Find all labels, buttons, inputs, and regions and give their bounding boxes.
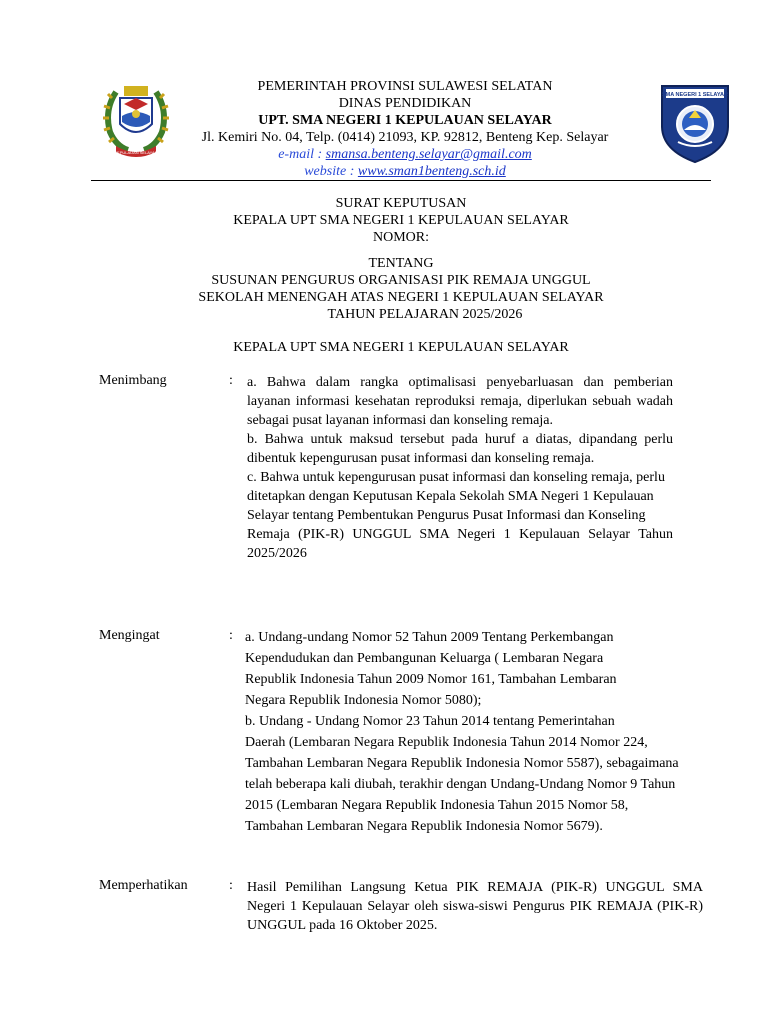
menimbang-point-a: a. Bahwa dalam rangka optimalisasi penyebarluasan dan pemberian layanan informasi kesehatan reproduksi remaja, diperlukan sebuah wadah sebagai pusat layanan informasi dan konseling remaja.: [247, 375, 673, 428]
website-link[interactable]: www.sman1benteng.sch.id: [357, 164, 506, 179]
decree-issuer: KEPALA UPT SMA NEGERI 1 KEPULAUAN SELAYAR: [233, 213, 569, 228]
mengingat-line-6: Daerah (Lembaran Negara Republik Indonesia Tahun 2014 Nomor 224,: [245, 735, 648, 750]
memperhatikan-label: Memperhatikan: [99, 878, 188, 893]
mengingat-line-10: Tambahan Lembaran Negara Republik Indonesia Nomor 5679).: [245, 819, 603, 834]
mengingat-line-4: Negara Republik Indonesia Nomor 5080);: [245, 693, 482, 708]
mengingat-line-8: telah beberapa kali diubah, terakhir dengan Undang-Undang Nomor 9 Tahun: [245, 777, 676, 792]
memperhatikan-text: Hasil Pemilihan Langsung Ketua PIK REMAJA (PIK-R) UNGGUL SMA Negeri 1 Kepulauan Selayar oleh siswa-siswi Pengurus PIK REMAJA (PIK-R) UNGGUL pada 16 Oktober 2025.: [247, 880, 703, 933]
mengingat-colon: :: [229, 628, 233, 643]
decree-authority: [91, 339, 711, 356]
letterhead-address: Jl. Kemiri No. 04, Telp. (0414) 21093, KP. 92812, Benteng Kep. Selayar: [201, 130, 609, 145]
website-label: website :: [304, 164, 358, 179]
mengingat-line-3: Republik Indonesia Tahun 2009 Nomor 161, Tambahan Lembaran: [245, 672, 617, 687]
letterhead-divider: [91, 180, 711, 181]
mengingat-line-1: a. Undang-undang Nomor 52 Tahun 2009 Tentang Perkembangan: [245, 630, 614, 645]
authority-title: KEPALA UPT SMA NEGERI 1 KEPULAUAN SELAYAR: [233, 340, 569, 355]
menimbang-point-c-line-2: ditetapkan dengan Keputusan Kepala Sekolah SMA Negeri 1 Kepulauan: [247, 489, 654, 504]
letterhead-office: DINAS PENDIDIKAN: [338, 96, 472, 111]
menimbang-point-b: b. Bahwa untuk maksud tersebut pada huruf a diatas, dipandang perlu dibentuk kepengurusan pusat informasi dan konseling remaja.: [247, 432, 673, 466]
mengingat-body: [245, 628, 703, 838]
subject-line-1: SUSUNAN PENGURUS ORGANISASI PIK REMAJA UNGGUL: [211, 273, 591, 288]
mengingat-line-2: Kependudukan dan Pembangunan Keluarga ( Lembaran Negara: [245, 651, 604, 666]
subject-label: TENTANG: [368, 256, 434, 271]
memperhatikan-colon: :: [229, 878, 233, 893]
menimbang-point-c-line-4: Remaja (PIK-R) UNGGUL SMA Negeri 1 Kepulauan Selayar Tahun 2025/2026: [247, 527, 673, 561]
decree-heading: [91, 195, 711, 246]
province-crest-logo: [98, 80, 174, 160]
decree-type: SURAT KEPUTUSAN: [335, 196, 467, 211]
crest-ribbon-text: KEPULAUAN SELAYAR: [114, 150, 158, 155]
shield-banner-text: SMA NEGERI 1 SELAYAR: [661, 92, 729, 98]
school-shield-logo: [658, 80, 732, 164]
letterhead-school: UPT. SMA NEGERI 1 KEPULAUAN SELAYAR: [258, 113, 552, 128]
email-label: e-mail :: [278, 147, 326, 162]
menimbang-body: [247, 373, 673, 563]
decree-subject: [91, 255, 711, 323]
email-link[interactable]: smansa.benteng.selayar@gmail.com: [325, 147, 532, 162]
menimbang-label: Menimbang: [99, 373, 167, 388]
letterhead: [170, 78, 640, 180]
mengingat-line-7: Tambahan Lembaran Negara Republik Indonesia Nomor 5587), sebagaimana: [245, 756, 679, 771]
letterhead-government: PEMERINTAH PROVINSI SULAWESI SELATAN: [257, 79, 553, 94]
menimbang-point-c-line-1: c. Bahwa untuk kepengurusan pusat informasi dan konseling remaja, perlu: [247, 470, 665, 485]
mengingat-line-5: b. Undang - Undang Nomor 23 Tahun 2014 tentang Pemerintahan: [245, 714, 615, 729]
subject-year: TAHUN PELAJARAN 2025/2026: [327, 307, 523, 322]
decree-number: NOMOR:: [372, 230, 429, 245]
letterhead-email-line: [170, 146, 640, 163]
mengingat-line-9: 2015 (Lembaran Negara Republik Indonesia Tahun 2015 Nomor 58,: [245, 798, 629, 813]
subject-line-2: SEKOLAH MENENGAH ATAS NEGERI 1 KEPULAUAN SELAYAR: [198, 290, 604, 305]
menimbang-colon: :: [229, 373, 233, 388]
menimbang-point-c-line-3: Selayar tentang Pembentukan Pengurus Pusat Informasi dan Konseling: [247, 508, 646, 523]
mengingat-label: Mengingat: [99, 628, 160, 643]
letterhead-website-line: [170, 163, 640, 180]
memperhatikan-body: [247, 878, 703, 935]
